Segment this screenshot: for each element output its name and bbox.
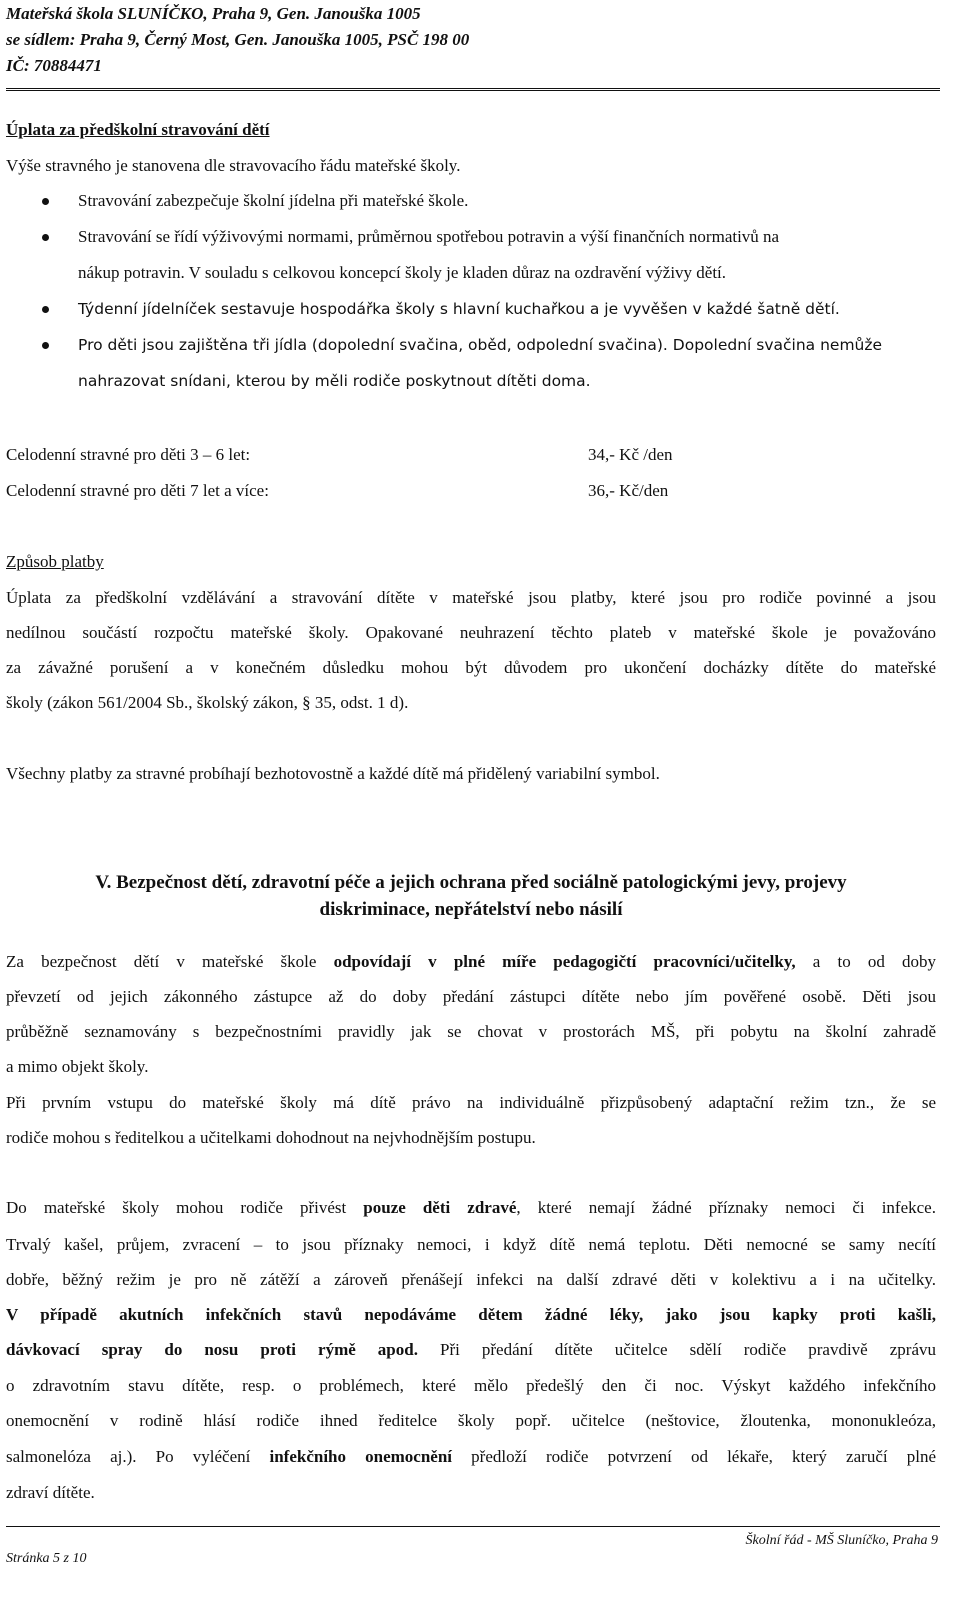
text-run: předloží rodiče potvrzení od lékaře, který zaručí plné	[452, 1447, 936, 1466]
safety-para1-line-4: a mimo objekt školy.	[6, 1057, 149, 1076]
fee-value-7-plus: 36,- Kč/den	[588, 481, 669, 500]
emphasis-text: dávkovací spray do nosu proti rýmě apod.	[6, 1340, 418, 1359]
fees-heading: Úplata za předškolní stravování dětí	[6, 120, 270, 139]
fee-value-3-6: 34,- Kč /den	[588, 445, 673, 464]
payment-para1-line-4: školy (zákon 561/2004 Sb., školský zákon, § 35, odst. 1 d).	[6, 693, 409, 712]
payment-para1-line-1: Úplata za předškolní vzdělávání a stravování dítěte v mateřské jsou platby, které jsou pro rodiče povinné a jsou	[6, 588, 936, 607]
emphasis-text: odpovídají v plné míře pedagogičtí pracovníci/učitelky,	[333, 952, 796, 971]
school-name: Mateřská škola SLUNÍČKO, Praha 9, Gen. Janouška 1005	[6, 4, 421, 23]
safety-para3-line-6: o zdravotním stavu dítěte, resp. o problémech, které mělo předešlý den či noc. Výskyt každého infekčního	[6, 1376, 936, 1395]
payment-para1-line-2: nedílnou součástí rozpočtu mateřské školy. Opakované neuhrazení těchto plateb v mateřské škole je považováno	[6, 623, 936, 642]
text-run: Za bezpečnost dětí v mateřské škole	[6, 952, 334, 971]
fee-label-3-6: Celodenní stravné pro děti 3 – 6 let:	[6, 445, 251, 464]
text-run: a to od doby	[795, 952, 936, 971]
bullet-item-2-line-2: nákup potravin. V souladu s celkovou koncepcí školy je kladen důraz na ozdravění výživy dětí.	[78, 263, 727, 282]
emphasis-text: infekčního onemocnění	[269, 1447, 453, 1466]
safety-para3-line-1	[6, 1198, 936, 1218]
section-title-line-1: V. Bezpečnost dětí, zdravotní péče a jejich ochrana před sociálně patologickými jevy, projevy	[95, 872, 847, 893]
bullet-item-4-line-1: Pro děti jsou zajištěna tři jídla (dopolední svačina, oběd, odpolední svačina). Dopolední svačina nemůže	[78, 336, 883, 354]
text-run: , které nemají žádné příznaky nemoci či infekce.	[516, 1198, 936, 1217]
bullet-item-4-line-2: nahrazovat snídani, kterou by měli rodiče poskytnout dítěti doma.	[78, 372, 591, 390]
safety-para3-line-5	[6, 1340, 936, 1360]
bullet-dot	[42, 234, 49, 241]
safety-para3-line-3: dobře, běžný režim je pro ně zátěží a zároveň přenášejí infekci na další zdravé děti v kolektivu a i na učitelky.	[6, 1270, 936, 1289]
footer-divider	[6, 1526, 940, 1527]
bullet-item-3: Týdenní jídelníček sestavuje hospodářka školy s hlavní kuchařkou a je vyvěšen v každé šatně dětí.	[78, 300, 840, 318]
bullet-item-1: Stravování zabezpečuje školní jídelna při mateřské škole.	[78, 191, 469, 210]
fees-intro: Výše stravného je stanovena dle stravovacího řádu mateřské školy.	[6, 156, 461, 175]
text-run: Do mateřské školy mohou rodiče přivést	[6, 1198, 364, 1217]
bullet-item-2-line-1: Stravování se řídí výživovými normami, průměrnou spotřebou potravin a výší finančních normativů na	[78, 227, 780, 246]
safety-para1-line-2: převzetí od jejich zákonného zástupce až do doby předání zástupci dítěte nebo jím pověřené osobě. Děti jsou	[6, 987, 936, 1006]
safety-para3-line-7: onemocnění v rodině hlásí rodiče ihned ředitelce školy popř. učitelce (neštovice, žloutenka, mononukleóza,	[6, 1411, 936, 1430]
payment-para2: Všechny platby za stravné probíhají bezhotovostně a každé dítě má přidělený variabilní symbol.	[6, 764, 660, 783]
payment-para1-line-3: za závažné porušení a v konečném důsledku mohou být důvodem pro ukončení docházky dítěte do mateřské	[6, 658, 936, 677]
footer-document-title: Školní řád - MŠ Sluníčko, Praha 9	[745, 1533, 938, 1548]
text-run: salmonelóza aj.). Po vyléčení	[6, 1447, 270, 1466]
section-title-line-2: diskriminace, nepřátelství nebo násilí	[319, 899, 623, 920]
safety-para3-line-8	[6, 1447, 936, 1467]
school-address: se sídlem: Praha 9, Černý Most, Gen. Janouška 1005, PSČ 198 00	[6, 30, 470, 49]
school-id: IČ: 70884471	[6, 56, 102, 75]
safety-para2-line-1: Při prvním vstupu do mateřské školy má dítě právo na individuálně přizpůsobený adaptační režim tzn., že se	[6, 1093, 936, 1112]
fee-label-7-plus: Celodenní stravné pro děti 7 let a více:	[6, 481, 269, 500]
text-run: Při předání dítěte učitelce sdělí rodiče pravdivě zprávu	[417, 1340, 936, 1359]
page-number: Stránka 5 z 10	[6, 1551, 87, 1566]
safety-para1-line-1	[6, 952, 936, 972]
bullet-dot	[42, 342, 49, 349]
bullet-dot	[42, 198, 49, 205]
payment-heading: Způsob platby	[6, 552, 104, 571]
safety-para3-line-2: Trvalý kašel, průjem, zvracení – to jsou příznaky nemoci, i když dítě nemá teplotu. Děti nemocné se samy necítí	[6, 1235, 936, 1254]
bullet-dot	[42, 306, 49, 313]
safety-para1-line-3: průběžně seznamovány s bezpečnostními pravidly jak se chovat v prostorách MŠ, při pobytu na školní zahradě	[6, 1022, 936, 1041]
safety-para3-line-4: V případě akutních infekčních stavů nepodáváme dětem žádné léky, jako jsou kapky proti kašli,	[6, 1305, 936, 1324]
safety-para3-line-9: zdraví dítěte.	[6, 1483, 95, 1502]
emphasis-text: pouze děti zdravé	[363, 1198, 517, 1217]
safety-para2-line-2: rodiče mohou s ředitelkou a učitelkami dohodnout na nejvhodnějším postupu.	[6, 1128, 536, 1147]
header-divider	[6, 88, 940, 91]
